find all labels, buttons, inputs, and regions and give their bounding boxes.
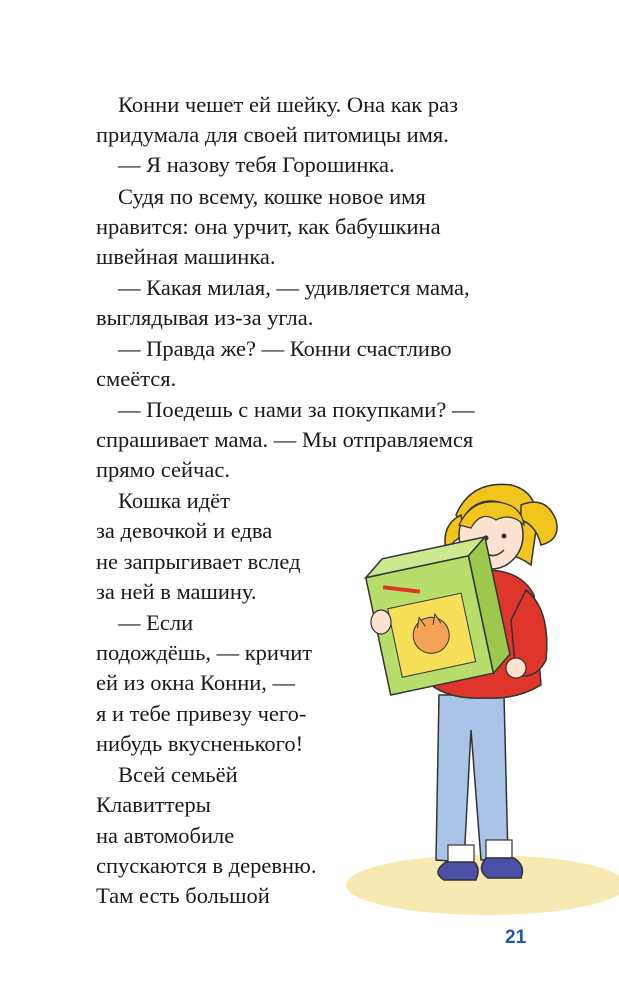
text-line: — Поедешь с нами за покупками? — [118,397,475,422]
text-line: — Какая милая, — удивляется мама, [118,275,470,300]
text-line: нравится: она урчит, как бабушкина [96,214,441,239]
text-line: на автомобиле [96,823,235,848]
text-line: Клавиттеры [96,792,211,817]
text-line: Судя по всему, кошке новое имя [118,184,426,209]
text-line: прямо сейчас. [96,457,230,482]
text-line: я и тебе привезу чего- [96,701,307,726]
text-line: выглядывая из-за угла. [96,305,314,330]
text-line: подождёшь, — кричит [96,640,313,665]
text-line: ей из окна Конни, — [96,670,296,695]
text-line: — Если [118,610,194,635]
text-line: Там есть большой [96,883,270,908]
text-line: Кошка идёт [118,488,230,513]
page-number: 21 [505,927,527,948]
text-line: — Я назову тебя Горошинка. [118,152,395,177]
text-line: не запрыгивает вслед [96,549,301,574]
text-line: спускаются в деревню. [96,853,317,878]
text-line: Конни чешет ей шейку. Она как раз [118,92,458,117]
text-line: за ней в машину. [96,579,257,604]
text-line: за девочкой и едва [96,518,273,543]
text-line: — Правда же? — Конни счастливо [118,336,452,361]
girl-holding-cat-food-box-icon [336,470,619,920]
text-line: смеётся. [96,366,177,391]
text-line: Всей семьёй [118,762,238,787]
text-line: нибудь вкусненького! [96,731,304,756]
text-line: придумала для своей питомицы имя. [96,122,449,147]
text-line: спрашивает мама. — Мы отправляемся [96,427,474,452]
text-line: швейная машинка. [96,244,276,269]
